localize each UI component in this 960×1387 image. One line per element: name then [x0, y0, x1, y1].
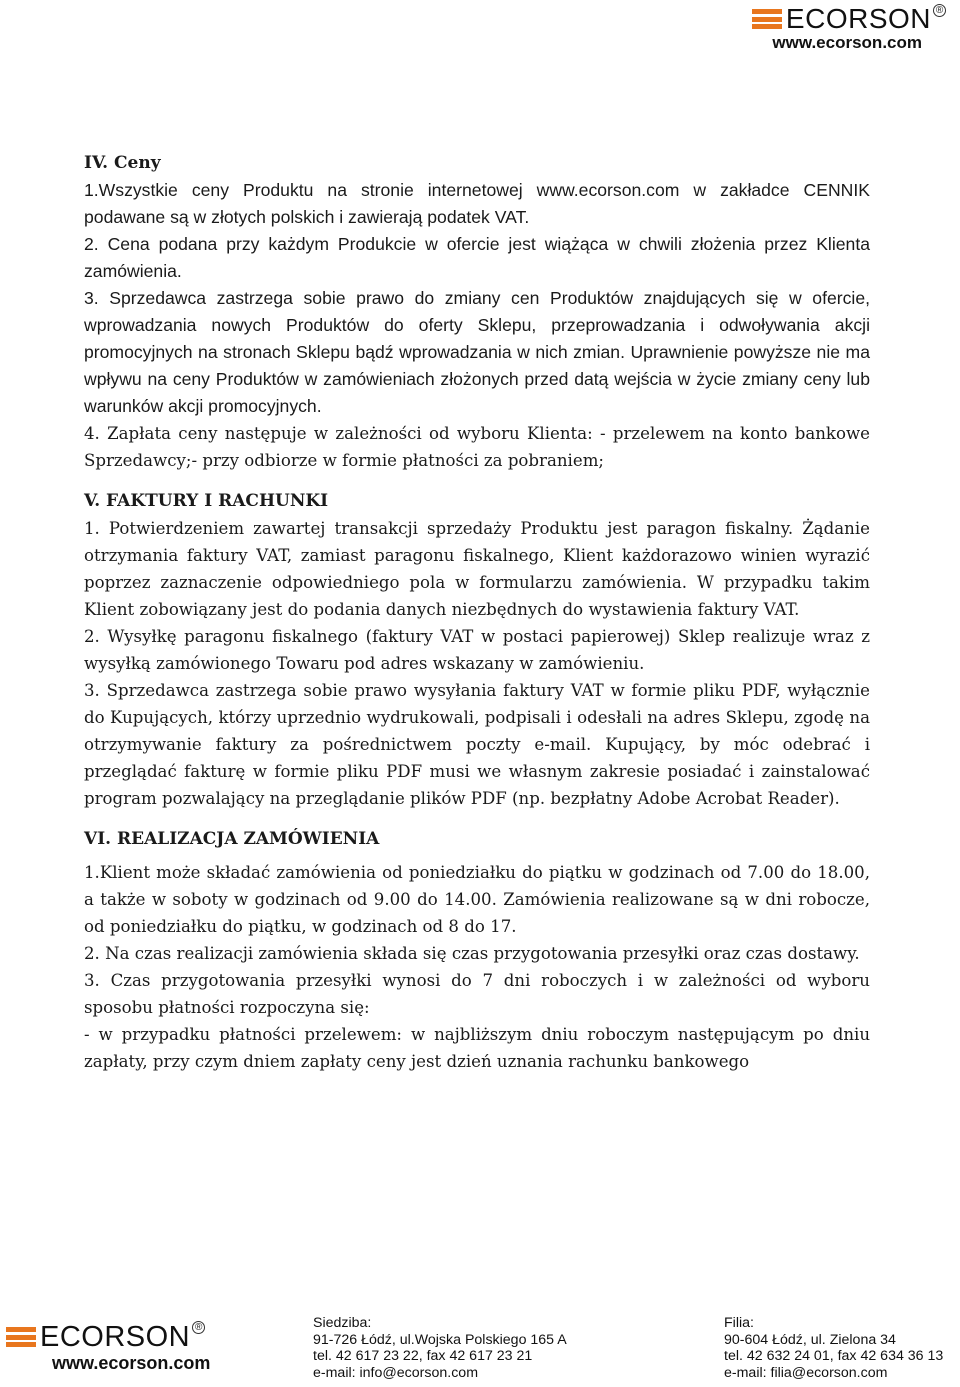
registered-mark: ®	[933, 4, 946, 17]
paragraph: 3. Sprzedawca zastrzega sobie prawo wysyłania faktury VAT w formie pliku PDF, wyłącznie do Kupujących, którzy uprzednio wydrukowali, podpisali i odesłali na adres Sklepu, zgodę na otrzymywanie faktury za pośrednictwem poczty e-mail. Kupujący, by móc odebrać i przeglądać fakturę w formie pliku PDF musi we własnym zakresie posiadać i zainstalować program pozwalający na przeglądanie plików PDF (np. bezpłatny Adobe Acrobat Reader).	[84, 681, 870, 808]
paragraph: - w przypadku płatności przelewem: w najbliższym dniu roboczym następującym po dniu zapłaty, przy czym dniem zapłaty ceny jest dzień uznania rachunku bankowego	[84, 1025, 870, 1071]
paragraph: 1.Klient może składać zamówienia od poniedziałku do piątku w godzinach od 7.00 do 18.00, a także w soboty w godzinach od 9.00 do 14.00. Zamówienia realizowane są w dni robocze, od poniedziałku do piątku, w godzinach od 8 do 17.	[84, 863, 870, 936]
branch-phone: tel. 42 632 24 01, fax 42 634 36 13	[724, 1348, 944, 1364]
hq-address: 91-726 Łódź, ul.Wojska Polskiego 165 A	[313, 1331, 567, 1348]
document-body	[84, 150, 870, 1075]
branch-address: 90-604 Łódź, ul. Zielona 34	[724, 1331, 896, 1348]
paragraph: 3. Czas przygotowania przesyłki wynosi do 7 dni roboczych i w zależności od wyboru sposobu płatności rozpoczyna się:	[84, 971, 870, 1017]
paragraph: 3. Sprzedawca zastrzega sobie prawo do zmiany cen Produktów znajdujących się w ofercie, wprowadzania nowych Produktów do oferty Sklepu, przeprowadzania i odwoływania akcji promocyjnych na stronach Sklepu bądź wprowadzania w nich zmian. Uprawnienie powyższe nie ma wpływu na ceny Produktów w zamówieniach złożonych przed datą wejścia w życie zmiany ceny lub warunków akcji promocyjnych.	[84, 288, 870, 416]
paragraph: 1. Potwierdzeniem zawartej transakcji sprzedaży Produktu jest paragon fiskalny. Żądanie otrzymania faktury VAT, zamiast paragonu fiskalnego, Klient każdorazowo winien wyrazić poprzez zaznaczenie odpowiedniego pola w formularzu zamówienia. W przypadku takim Klient zobowiązany jest do podania danych niezbędnych do wystawienia faktury VAT.	[84, 519, 870, 619]
page-footer	[0, 1315, 960, 1387]
logo-url: www.ecorson.com	[52, 1353, 211, 1373]
hq-email: e-mail: info@ecorson.com	[313, 1364, 479, 1381]
registered-mark: ®	[192, 1321, 205, 1334]
header-logo	[752, 4, 946, 52]
logo-wordmark: ECORSON	[40, 1321, 191, 1353]
branch-label: Filia:	[724, 1315, 754, 1331]
footer-branch-address	[724, 1315, 943, 1381]
logo-wordmark: ECORSON	[785, 3, 931, 34]
logo-mark-icon	[6, 1327, 36, 1347]
section-heading-fulfillment: VI. REALIZACJA ZAMÓWIENIA	[84, 829, 380, 849]
paragraph: 1.Wszystkie ceny Produktu na stronie internetowej www.ecorson.com w zakładce CENNIK podawane są w złotych polskich i zawierają podatek VAT.	[84, 180, 870, 227]
section-heading-prices: IV. Ceny	[84, 153, 161, 173]
logo-mark-icon	[752, 9, 782, 29]
paragraph: 2. Cena podana przy każdym Produkcie w ofercie jest wiążąca w chwili złożenia przez Klienta zamówienia.	[84, 234, 870, 281]
section-heading-invoices: V. FAKTURY I RACHUNKI	[84, 491, 329, 511]
hq-phone: tel. 42 617 23 22, fax 42 617 23 21	[313, 1348, 533, 1364]
paragraph: 2. Na czas realizacji zamówienia składa się czas przygotowania przesyłki oraz czas dostawy.	[84, 944, 860, 963]
footer-hq-address	[313, 1315, 567, 1381]
branch-email: e-mail: filia@ecorson.com	[724, 1364, 888, 1381]
hq-label: Siedziba:	[313, 1315, 372, 1331]
logo-url: www.ecorson.com	[772, 33, 922, 52]
paragraph: 4. Zapłata ceny następuje w zależności od wyboru Klienta: - przelewem na konto bankowe Sprzedawcy;- przy odbiorze w formie płatności za pobraniem;	[84, 424, 870, 470]
paragraph: 2. Wysyłkę paragonu fiskalnego (faktury VAT w postaci papierowej) Sklep realizuje wraz z wysyłką zamówionego Towaru pod adres wskazany w zamówieniu.	[84, 627, 870, 673]
footer-logo	[6, 1321, 210, 1373]
